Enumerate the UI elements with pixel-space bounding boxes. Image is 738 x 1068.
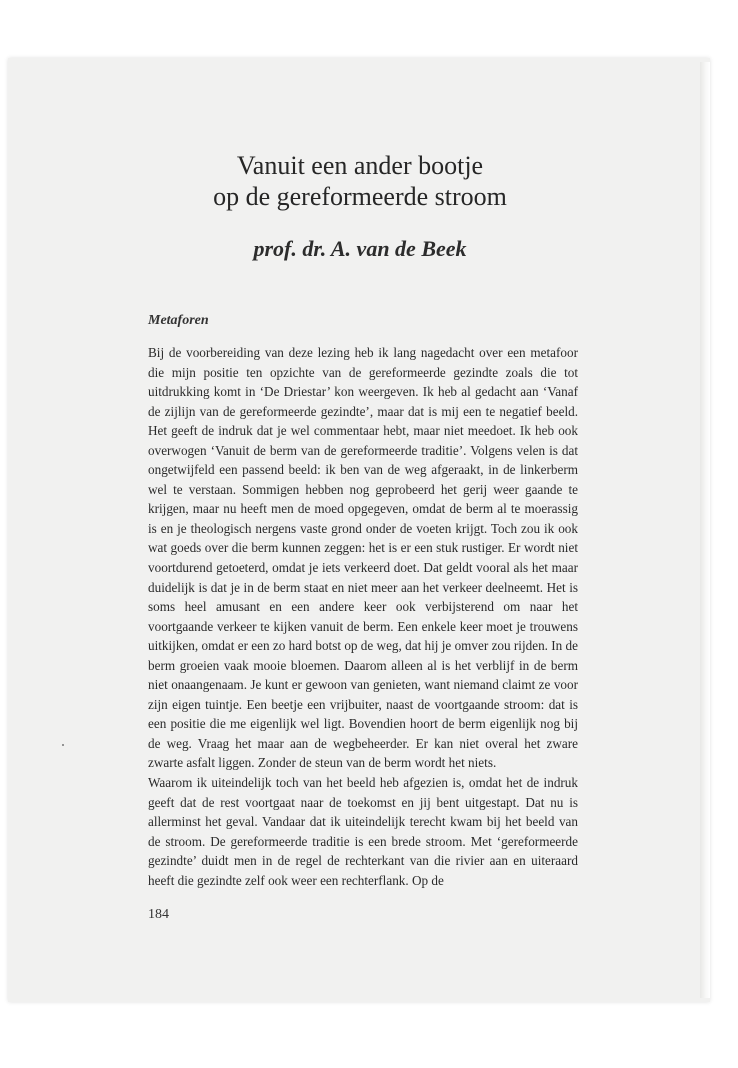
page-number: 184	[148, 907, 169, 922]
paragraph-2: Waarom ik uiteindelijk toch van het beeld heb afgezien is, omdat het de indruk geeft dat de rest voortgaat naar de toekomst en jij bent uitgestapt. Dat nu is allerminst het geval. Vandaar dat ik uiteindelijk terecht kwam bij het beeld van de stroom. De gereformeerde traditie is een brede stroom. Met ‘gereformeerde gezindte’ duidt men in de regel de rechterkant van die rivier aan en uiteraard heeft die gezindte zelf ook weer een rechterflank. Op de	[148, 775, 578, 888]
scan-speck	[62, 744, 64, 746]
paragraph-1: Bij de voorbereiding van deze lezing heb ik lang nagedacht over een metafoor die mijn positie ten opzichte van de gereformeerde gezindte zoals die tot uitdrukking komt in ‘De Driestar’ kon weergeven. Ik heb al gedacht aan ‘Vanaf de zijlijn van de gereformeerde gezindte’, maar dat is mij een te negatief beeld. Het geeft de indruk dat je wel commentaar hebt, maar niet meedoet. Ik heb ook overwogen ‘Vanuit de berm van de gereformeerde traditie’. Volgens velen is dat ongetwijfeld een passend beeld: ik ben van de weg afgeraakt, in de linkerberm wel te verstaan. Sommigen hebben nog geprobeerd het gerij weer gaande te krijgen, maar nu heeft men de moed opgegeven, omdat de berm al te moerassig is en je theologisch nergens vaste grond onder de voeten krijgt. Toch zou ik ook wat goeds over die berm kunnen zeggen: het is er een stuk rustiger. Er wordt niet voortdurend getoeterd, omdat je iets verkeerd doet. Dat geldt vooral als het maar duidelijk is dat je in de berm staat en niet meer aan het verkeer deelneemt. Het is soms heel amusant en een andere keer ook verbijsterend om naar het voortgaande verkeer te kijken vanuit de berm. Een enkele keer moet je trouwens uitkijken, omdat er een zo hard botst op de weg, dat hij je omver zou rijden. In de berm groeien vaak mooie bloemen. Daarom alleen al is het verblijf in de berm niet onaangenaam. Je kunt er gewoon van genieten, want niemand claimt ze voor zijn eigen tuintje. Een beetje een vrijbuiter, naast de voortgaande stroom: dat is een positie die me eigenlijk wel ligt. Bovendien hoort de berm eigenlijk nog bij de weg. Vraag het maar aan de wegbeheerder. Er kan niet overal het zware zwarte asfalt liggen. Zonder de steun van de berm wordt het niets.	[148, 345, 578, 771]
article-author: prof. dr. A. van de Beek	[253, 236, 467, 261]
title-line-1: Vanuit een ander bootje	[236, 151, 484, 180]
article-title	[140, 150, 580, 212]
article-body	[148, 343, 578, 890]
title-line-2: op de gereformeerde stroom	[213, 182, 507, 211]
section-heading: Metaforen	[148, 313, 209, 328]
page-edge	[700, 62, 710, 998]
